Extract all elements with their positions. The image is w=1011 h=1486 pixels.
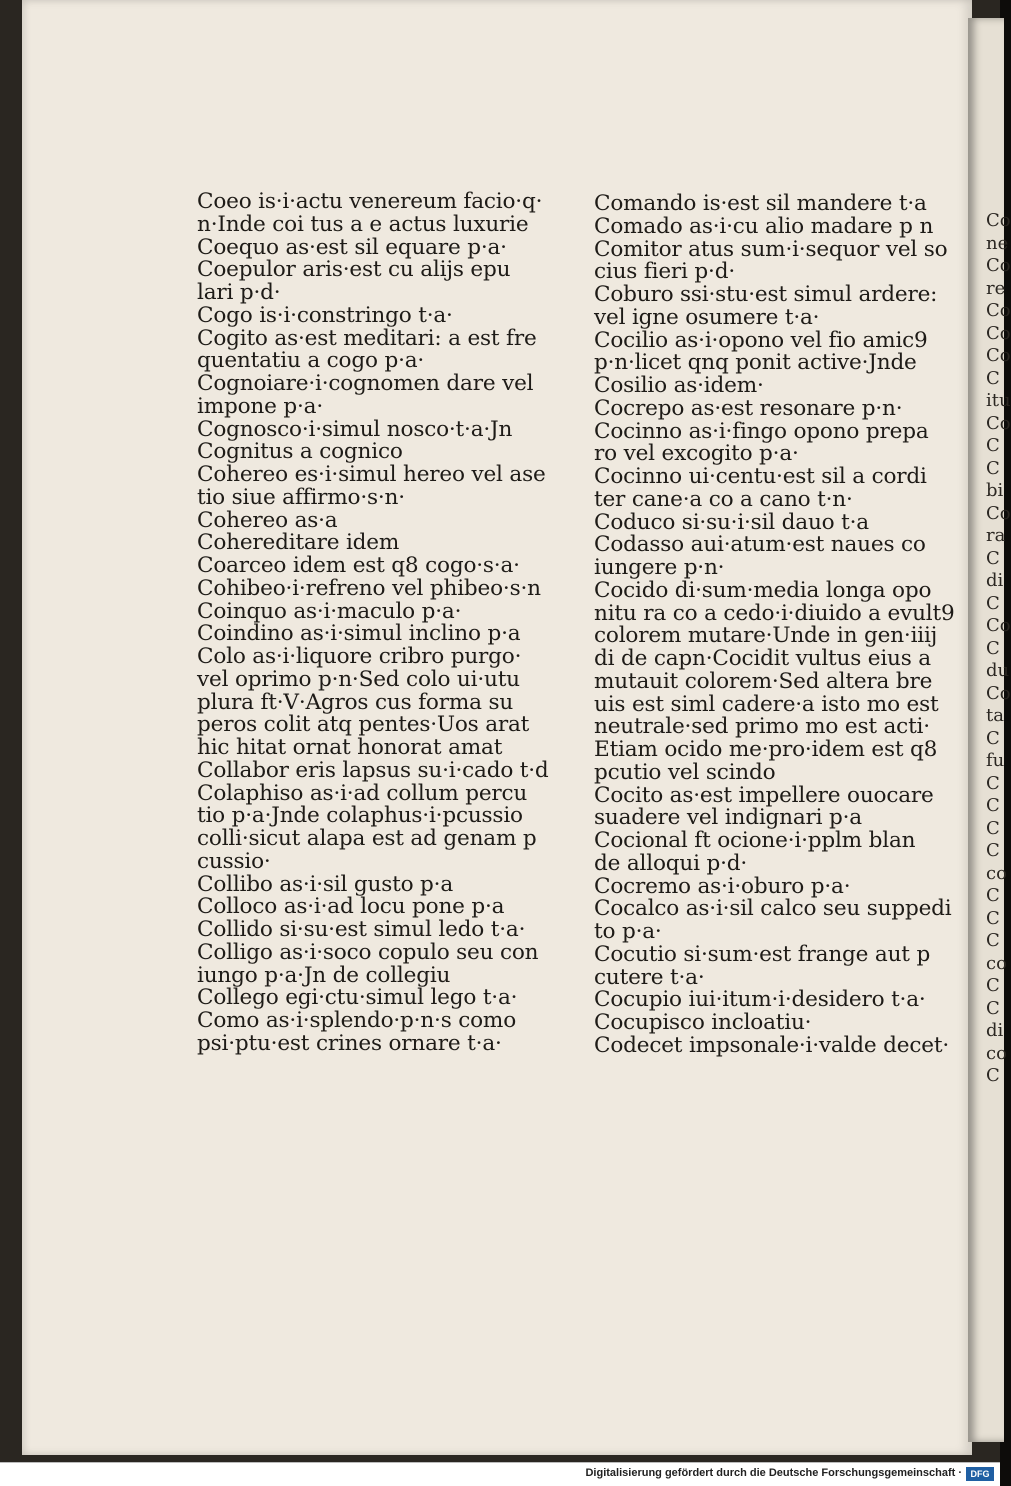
text-line: tio p·a·Jnde colaphus·i·pcussio [197, 803, 523, 829]
text-line: C [986, 592, 1000, 614]
text-line: C [986, 727, 1000, 749]
text-line: co [986, 952, 1007, 974]
text-line: di [986, 570, 1004, 591]
text-line: co [986, 862, 1007, 884]
text-line: Comando is·est sil mandere t·a [594, 191, 927, 216]
text-line: Co [986, 322, 1011, 344]
text-line: Comado as·i·cu alio madare p n [594, 213, 934, 239]
text-line: ne [986, 232, 1009, 254]
text-line: Cohibeo·i·refreno vel phibeo·s·n [197, 575, 541, 601]
text-line: Cognitus a cognico [197, 439, 403, 465]
text-line: C [986, 367, 1000, 389]
text-line: C [986, 457, 1000, 479]
text-line: Colaphiso as·i·ad collum percu [197, 780, 528, 806]
text-line: n·Inde coi tus a e actus luxurie [197, 211, 529, 237]
text-line: Codecet impsonale·i·valde decet· [594, 1032, 949, 1058]
text-line: neutrale·sed primo mo est acti· [594, 714, 930, 740]
text-line: Cosilio as·idem· [594, 373, 764, 398]
text-line: C [986, 1065, 1000, 1086]
text-line: di de capn·Cocidit vultus eius a [594, 646, 931, 671]
text-line: p·n·licet qnq ponit active·Jnde [594, 350, 917, 376]
text-line: C [986, 435, 1000, 456]
funding-notice: Digitalisierung gefördert durch die Deutsche Forschungsgemeinschaft · [585, 1467, 962, 1479]
text-line: ta [986, 705, 1004, 726]
text-line: Coinquo as·i·maculo p·a· [197, 598, 462, 624]
text-line: Etiam ocido me·pro·idem est q8 [594, 737, 938, 762]
text-line: Cocilio as·i·opono vel fio amic9 [594, 327, 928, 353]
footer-bar [0, 1462, 1000, 1486]
text-line: bi [986, 480, 1004, 501]
text-line: quentatiu a cogo p·a· [197, 348, 425, 374]
text-line: C [986, 930, 1000, 951]
text-line: Codasso aui·atum·est naues co [594, 532, 926, 558]
right-text-column [594, 191, 955, 1058]
text-line: colorem mutare·Unde in gen·iiij [594, 623, 938, 649]
text-line: Cognosco·i·simul nosco·t·a·Jn [197, 416, 513, 442]
text-line: Cocinno as·i·fingo opono prepa [594, 418, 929, 444]
text-line: Co [986, 682, 1011, 704]
text-line: Cogo is·i·constringo t·a· [197, 302, 453, 328]
text-line: de alloqui p·d· [594, 850, 748, 876]
text-line: peros colit atq pentes·Uos arat [197, 712, 530, 738]
text-line: Coequo as·est sil equare p·a· [197, 234, 507, 260]
text-line: C [986, 547, 1000, 569]
text-line: C [986, 840, 1000, 861]
text-line: Cocinno ui·centu·est sil a cordi [594, 464, 927, 489]
text-line: Comitor atus sum·i·sequor vel so [594, 236, 948, 262]
text-line: cius fieri p·d· [594, 259, 735, 285]
text-line: Cocremo as·i·oburo p·a· [594, 873, 851, 899]
text-line: ra [986, 525, 1006, 546]
text-line: Colligo as·i·soco copulo seu con [197, 939, 539, 965]
text-line: ter cane·a co a cano t·n· [594, 486, 853, 512]
text-line: Como as·i·splendo·p·n·s como [197, 1008, 517, 1033]
text-line: uis est siml cadere·a isto mo est [594, 691, 939, 717]
text-line: Co [986, 412, 1011, 434]
text-line: Co [986, 345, 1011, 366]
text-line: Collibo as·i·sil gusto p·a [197, 871, 453, 897]
text-line: lari p·d· [197, 280, 281, 305]
text-line: Colloco as·i·ad locu pone p·a [197, 894, 505, 920]
next-page-edge-text [986, 210, 1011, 1088]
text-line: Cocido di·sum·media longa opo [594, 577, 932, 603]
text-line: C [986, 885, 1000, 906]
text-line: di [986, 1020, 1004, 1041]
text-line: Colo as·i·liquore cribro purgo· [197, 644, 522, 669]
text-line: fu [986, 750, 1005, 771]
text-line: C [986, 637, 1000, 659]
text-line: hic hitat ornat honorat amat [197, 735, 503, 760]
text-line: vel igne osumere t·a· [594, 304, 820, 330]
text-line: Cocalco as·i·sil calco seu suppedi [594, 896, 952, 922]
text-line: Co [986, 502, 1011, 524]
text-line: mutauit colorem·Sed altera bre [594, 668, 933, 694]
text-line: Collabor eris lapsus su·i·cado t·d [197, 757, 549, 783]
text-line: Co [986, 300, 1011, 321]
text-line: itu [986, 390, 1011, 411]
text-line: cutere t·a· [594, 964, 705, 990]
text-line: impone p·a· [197, 393, 323, 419]
text-line: Cocional ft ocione·i·pplm blan [594, 828, 916, 853]
text-line: C [986, 772, 1000, 794]
text-line: co [986, 1042, 1007, 1064]
text-line: Coburo ssi·stu·est simul ardere: [594, 282, 938, 307]
text-line: ro vel excogito p·a· [594, 441, 799, 467]
dfg-logo: DFG [966, 1467, 994, 1481]
text-line: re [986, 277, 1006, 299]
text-line: Co [986, 210, 1011, 231]
text-line: iungere p·n· [594, 555, 725, 580]
text-line: psi·ptu·est crines ornare t·a· [197, 1030, 502, 1056]
text-line: C [986, 997, 1000, 1019]
text-line: du [986, 660, 1010, 681]
text-line: Cohereo as·a [197, 507, 338, 533]
text-line: cussio· [197, 848, 271, 874]
text-line: vel oprimo p·n·Sed colo ui·utu [197, 666, 520, 692]
text-line: colli·sicut alapa est ad genam p [197, 826, 537, 851]
text-line: to p·a· [594, 919, 662, 944]
text-line: tio siue affirmo·s·n· [197, 484, 405, 510]
text-line: Collego egi·ctu·simul lego t·a· [197, 985, 518, 1011]
text-line: Coarceo idem est q8 cogo·s·a· [197, 553, 520, 578]
text-line: Cocrepo as·est resonare p·n· [594, 395, 903, 421]
text-line: Cohereo es·i·simul hereo vel ase [197, 462, 546, 487]
text-line: plura ft·V·Agros cus forma su [197, 689, 514, 715]
text-line: Cohereditare idem [197, 530, 400, 556]
text-line: suadere vel indignari p·a [594, 805, 862, 831]
text-line: C [986, 907, 1000, 929]
text-line: Coeo is·i·actu venereum facio·q· [197, 189, 543, 214]
text-line: Coepulor aris·est cu alijs epu [197, 257, 511, 283]
text-line: C [986, 975, 1000, 996]
text-line: C [986, 795, 1000, 816]
text-line: Cocutio si·sum·est frange aut p [594, 941, 931, 967]
text-line: C [986, 817, 1000, 839]
text-line: Co [986, 615, 1011, 636]
left-text-column [197, 189, 549, 1056]
text-line: nitu ra co a cedo·i·diuido a evult9 [594, 600, 955, 626]
text-line: Cocito as·est impellere ouocare [594, 782, 934, 808]
text-line: pcutio vel scindo [594, 759, 776, 785]
text-line: Cocupisco incloatiu· [594, 1010, 812, 1035]
text-line: Co [986, 255, 1011, 276]
text-line: Coduco si·su·i·sil dauo t·a [594, 509, 869, 535]
text-line: Collido si·su·est simul ledo t·a· [197, 917, 526, 942]
text-line: Cognoiare·i·cognomen dare vel [197, 371, 534, 396]
text-line: Coindino as·i·simul inclino p·a [197, 621, 521, 647]
text-line: Cocupio iui·itum·i·desidero t·a· [594, 987, 926, 1013]
text-line: iungo p·a·Jn de collegiu [197, 962, 451, 988]
text-line: Cogito as·est meditari: a est fre [197, 325, 537, 351]
